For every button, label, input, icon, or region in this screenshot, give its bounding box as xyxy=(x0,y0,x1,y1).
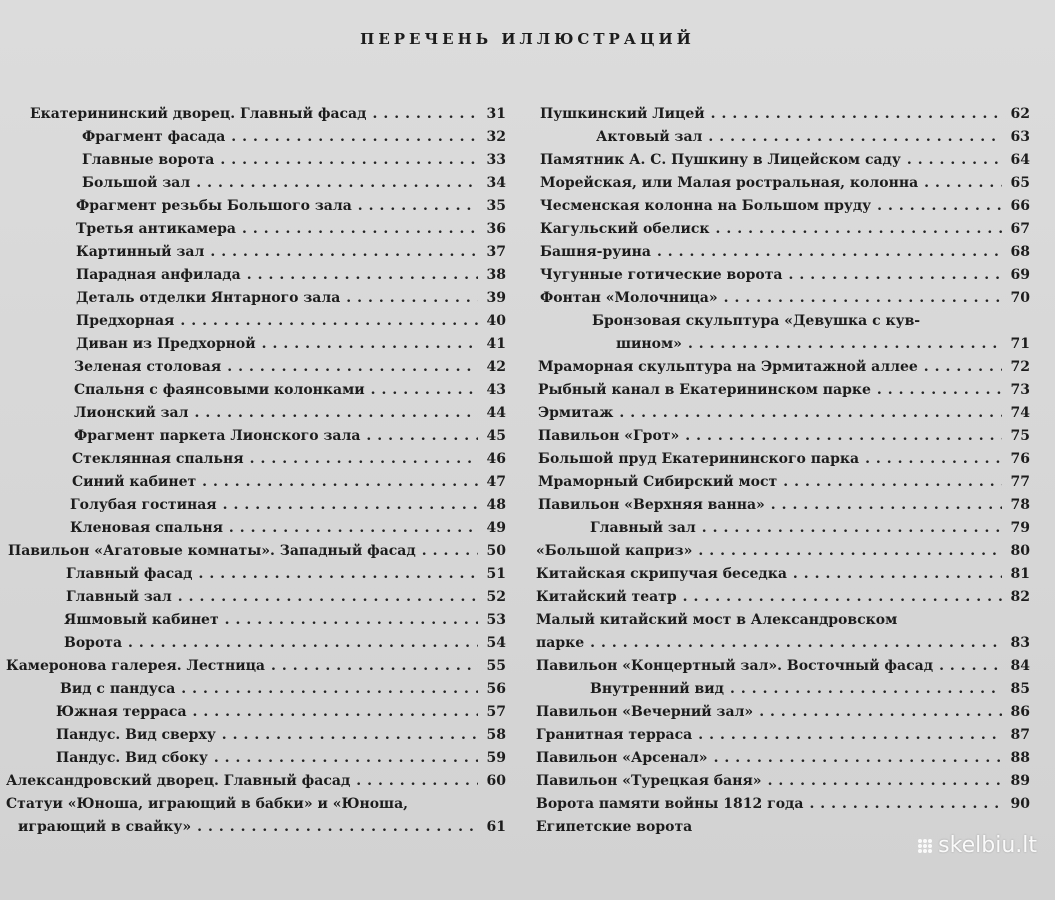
toc-entry xyxy=(536,632,1030,655)
dot-leader xyxy=(229,517,478,540)
dot-leader xyxy=(939,655,1002,678)
toc-entry-page: 70 xyxy=(1010,290,1030,306)
dot-leader xyxy=(214,747,478,770)
toc-entry-page: 50 xyxy=(486,543,506,559)
dot-leader xyxy=(199,563,479,586)
toc-entry xyxy=(6,563,506,586)
toc-entry-page: 35 xyxy=(486,198,506,214)
toc-entry xyxy=(536,655,1030,678)
dot-leader xyxy=(223,494,478,517)
page-title: ПЕРЕЧЕНЬ ИЛЛЮСТРАЦИЙ xyxy=(360,30,695,48)
dot-leader xyxy=(702,517,1002,540)
toc-entry-title: Диван из Предхорной xyxy=(76,336,256,352)
toc-entry-page: 39 xyxy=(486,290,506,306)
dot-leader xyxy=(196,172,478,195)
toc-entry-title: Главные ворота xyxy=(82,152,215,168)
toc-entry-page: 43 xyxy=(486,382,506,398)
toc-entry-title: Синий кабинет xyxy=(72,474,197,490)
toc-entry-title: Гранитная терраса xyxy=(536,727,693,743)
toc-entry-page: 69 xyxy=(1010,267,1030,283)
toc-entry-title: Стеклянная спальня xyxy=(72,451,244,467)
toc-entry xyxy=(6,609,506,632)
toc-entry-page: 82 xyxy=(1010,589,1030,605)
dot-leader xyxy=(768,770,1002,793)
toc-entry-page: 54 xyxy=(486,635,506,651)
toc-entry-page: 51 xyxy=(486,566,506,582)
dot-leader xyxy=(371,379,478,402)
right-column xyxy=(536,103,1030,839)
dot-leader xyxy=(358,195,478,218)
toc-entry-page: 81 xyxy=(1010,566,1030,582)
toc-entry xyxy=(536,770,1030,793)
toc-entry xyxy=(6,747,506,770)
toc-entry xyxy=(6,425,506,448)
toc-entry xyxy=(536,586,1030,609)
dot-leader xyxy=(730,678,1002,701)
toc-entry xyxy=(6,310,506,333)
toc-entry-title: Большой пруд Екатерининского парка xyxy=(538,451,860,467)
toc-entry-title: Павильон «Верхняя ванна» xyxy=(538,497,765,513)
toc-entry-title: Павильон «Арсенал» xyxy=(536,750,708,766)
toc-entry-page: 72 xyxy=(1010,359,1030,375)
dot-leader xyxy=(714,747,1002,770)
toc-entry-title: Екатерининский дворец. Главный фасад xyxy=(30,106,367,122)
toc-entry xyxy=(6,241,506,264)
toc-entry-title: Главный зал xyxy=(590,520,696,536)
toc-entry xyxy=(6,494,506,517)
toc-entry-page: 42 xyxy=(486,359,506,375)
toc-entry-page: 77 xyxy=(1010,474,1030,490)
toc-entry-title: Чесменская колонна на Большом пруду xyxy=(540,198,872,214)
toc-entry-page: 36 xyxy=(486,221,506,237)
dot-leader xyxy=(688,333,1002,356)
toc-entry-title: Главный зал xyxy=(66,589,172,605)
toc-entry xyxy=(6,632,506,655)
toc-entry-title: Камеронова галерея. Лестница xyxy=(6,658,266,674)
toc-entry xyxy=(6,149,506,172)
dot-leader xyxy=(247,264,478,287)
dot-leader xyxy=(262,333,478,356)
dot-leader xyxy=(250,448,478,471)
toc-entry-page: 46 xyxy=(486,451,506,467)
toc-entry xyxy=(536,264,1030,287)
toc-entry xyxy=(536,310,1030,333)
watermark-logo-icon xyxy=(916,837,934,855)
dot-leader xyxy=(619,402,1002,425)
toc-entry-title: Чугунные готические ворота xyxy=(540,267,783,283)
toc-entry-title: Вид с пандуса xyxy=(60,681,176,697)
toc-entry xyxy=(536,494,1030,517)
watermark xyxy=(916,833,1037,858)
toc-entry xyxy=(536,793,1030,816)
toc-entry-title: Большой зал xyxy=(82,175,191,191)
dot-leader xyxy=(222,724,478,747)
toc-entry-title: Китайский театр xyxy=(536,589,677,605)
dot-leader xyxy=(715,218,1002,241)
toc-entry xyxy=(536,356,1030,379)
toc-entry-title: Эрмитаж xyxy=(538,405,614,421)
toc-entry xyxy=(6,402,506,425)
toc-entry xyxy=(536,678,1030,701)
toc-entry-page: 64 xyxy=(1010,152,1030,168)
toc-entry-title: Фрагмент паркета Лионского зала xyxy=(74,428,361,444)
toc-entry xyxy=(6,172,506,195)
toc-entry xyxy=(536,149,1030,172)
toc-entry-title: Голубая гостиная xyxy=(70,497,217,513)
toc-entry xyxy=(6,540,506,563)
toc-entry-title: Яшмовый кабинет xyxy=(64,612,219,628)
toc-entry-title: Пушкинский Лицей xyxy=(540,106,705,122)
toc-entry-title: Мраморный Сибирский мост xyxy=(538,474,778,490)
toc-entry-title: Рыбный канал в Екатерининском парке xyxy=(538,382,871,398)
toc-entry-page: 57 xyxy=(486,704,506,720)
watermark-text: skelbiu.lt xyxy=(938,833,1037,858)
toc-entry-page: 49 xyxy=(486,520,506,536)
toc-entry xyxy=(536,103,1030,126)
toc-entry-page: 65 xyxy=(1010,175,1030,191)
toc-entry xyxy=(536,448,1030,471)
toc-entry-page: 84 xyxy=(1010,658,1030,674)
dot-leader xyxy=(788,264,1002,287)
toc-entry-title: Китайская скрипучая беседка xyxy=(536,566,787,582)
dot-leader xyxy=(685,425,1002,448)
toc-entry-page: 63 xyxy=(1010,129,1030,145)
toc-entry xyxy=(536,747,1030,770)
toc-entry xyxy=(6,678,506,701)
dot-leader xyxy=(181,678,478,701)
toc-entry-page: 89 xyxy=(1010,773,1030,789)
toc-entry-title: Морейская, или Малая ростральная, колонна xyxy=(540,175,919,191)
toc-entry-page: 76 xyxy=(1010,451,1030,467)
toc-entry-title: Третья антикамера xyxy=(76,221,236,237)
toc-entry-title: Пандус. Вид сверху xyxy=(56,727,216,743)
toc-entry-page: 78 xyxy=(1010,497,1030,513)
toc-entry-title: Павильон «Грот» xyxy=(538,428,680,444)
toc-entry xyxy=(536,471,1030,494)
dot-leader xyxy=(683,586,1002,609)
toc-entry xyxy=(6,333,506,356)
toc-entry-page: 87 xyxy=(1010,727,1030,743)
toc-entry-title: Кагульский обелиск xyxy=(540,221,710,237)
toc-entry xyxy=(536,425,1030,448)
dot-leader xyxy=(193,701,478,724)
toc-entry xyxy=(6,517,506,540)
left-column xyxy=(6,103,506,839)
toc-entry xyxy=(6,793,506,816)
toc-entry-title: Лионский зал xyxy=(74,405,189,421)
dot-leader xyxy=(242,218,478,241)
toc-entry-title: Памятник А. С. Пушкину в Лицейском саду xyxy=(540,152,901,168)
toc-entry-title: Спальня с фаянсовыми колонками xyxy=(74,382,365,398)
dot-leader xyxy=(195,402,478,425)
dot-leader xyxy=(372,103,478,126)
toc-entry-title: Мраморная скульптура на Эрмитажной аллее xyxy=(538,359,918,375)
toc-entry xyxy=(6,724,506,747)
toc-entry-title: Бронзовая скульптура «Девушка с кув- xyxy=(592,313,921,329)
dot-leader xyxy=(711,103,1002,126)
toc-entry-page: 34 xyxy=(486,175,506,191)
dot-leader xyxy=(698,724,1002,747)
toc-entry xyxy=(6,655,506,678)
toc-entry xyxy=(6,701,506,724)
dot-leader xyxy=(422,540,478,563)
toc-entry xyxy=(6,103,506,126)
toc-entry-page: 45 xyxy=(486,428,506,444)
toc-entry-page: 32 xyxy=(486,129,506,145)
toc-entry-title: Актовый зал xyxy=(596,129,703,145)
toc-entry-page: 90 xyxy=(1010,796,1030,812)
toc-entry xyxy=(536,517,1030,540)
dot-leader xyxy=(877,195,1002,218)
dot-leader xyxy=(180,310,478,333)
dot-leader xyxy=(877,379,1002,402)
dot-leader xyxy=(197,816,478,839)
dot-leader xyxy=(924,172,1002,195)
dot-leader xyxy=(220,149,478,172)
toc-entry xyxy=(536,563,1030,586)
dot-leader xyxy=(865,448,1002,471)
toc-entry xyxy=(536,172,1030,195)
toc-entry-page: 47 xyxy=(486,474,506,490)
dot-leader xyxy=(128,632,478,655)
toc-entry-title: «Большой каприз» xyxy=(536,543,693,559)
toc-entry xyxy=(536,287,1030,310)
dot-leader xyxy=(907,149,1002,172)
toc-entry xyxy=(6,586,506,609)
toc-entry-title: Фрагмент резьбы Большого зала xyxy=(76,198,352,214)
toc-entry-page: 85 xyxy=(1010,681,1030,697)
dot-leader xyxy=(698,540,1002,563)
toc-entry xyxy=(536,241,1030,264)
toc-entry-page: 53 xyxy=(486,612,506,628)
toc-entry-title: Южная терраса xyxy=(56,704,187,720)
toc-entry-title: Кленовая спальня xyxy=(70,520,223,536)
toc-entry-page: 73 xyxy=(1010,382,1030,398)
toc-entry-title: Малый китайский мост в Александровском xyxy=(536,612,898,628)
toc-entry-page: 60 xyxy=(486,773,506,789)
toc-entry-title: Предхорная xyxy=(76,313,175,329)
dot-leader xyxy=(771,494,1002,517)
toc-entry xyxy=(6,471,506,494)
toc-entry xyxy=(536,701,1030,724)
dot-leader xyxy=(657,241,1002,264)
dot-leader xyxy=(210,241,478,264)
dot-leader xyxy=(271,655,478,678)
toc-entry-title: Пандус. Вид сбоку xyxy=(56,750,208,766)
toc-entry-page: 66 xyxy=(1010,198,1030,214)
toc-entry xyxy=(536,609,1030,632)
dot-leader xyxy=(708,126,1002,149)
toc-entry xyxy=(536,379,1030,402)
toc-entry xyxy=(6,356,506,379)
toc-entry-title: Александровский дворец. Главный фасад xyxy=(6,773,351,789)
toc-entry-title: Египетские ворота xyxy=(536,819,693,835)
toc-entry-page: 38 xyxy=(486,267,506,283)
toc-entry-page: 55 xyxy=(486,658,506,674)
dot-leader xyxy=(759,701,1002,724)
toc-entry-title: Главный фасад xyxy=(66,566,193,582)
dot-leader xyxy=(590,632,1002,655)
toc-entry-page: 75 xyxy=(1010,428,1030,444)
toc-entry-title: Фрагмент фасада xyxy=(82,129,226,145)
dot-leader xyxy=(809,793,1002,816)
toc-entry-page: 48 xyxy=(486,497,506,513)
toc-entry-page: 59 xyxy=(486,750,506,766)
toc-entry-page: 67 xyxy=(1010,221,1030,237)
toc-entry-page: 37 xyxy=(486,244,506,260)
toc-entry-page: 58 xyxy=(486,727,506,743)
dot-leader xyxy=(783,471,1002,494)
toc-entry-title: Ворота памяти войны 1812 года xyxy=(536,796,804,812)
dot-leader xyxy=(793,563,1002,586)
toc-entry-page: 31 xyxy=(486,106,506,122)
dot-leader xyxy=(724,287,1002,310)
toc-entry-page: 79 xyxy=(1010,520,1030,536)
dot-leader xyxy=(225,609,478,632)
toc-entry-page: 52 xyxy=(486,589,506,605)
toc-entry-page: 33 xyxy=(486,152,506,168)
toc-entry-page: 56 xyxy=(486,681,506,697)
toc-entry-title: Деталь отделки Янтарного зала xyxy=(76,290,341,306)
toc-entry xyxy=(6,195,506,218)
toc-entry-page: 86 xyxy=(1010,704,1030,720)
toc-entry-title: играющий в свайку» xyxy=(18,819,192,835)
toc-entry xyxy=(536,218,1030,241)
toc-entry-title: Внутренний вид xyxy=(590,681,724,697)
toc-entry xyxy=(536,402,1030,425)
dot-leader xyxy=(178,586,478,609)
dot-leader xyxy=(231,126,478,149)
toc-entry xyxy=(6,264,506,287)
toc-entry-title: шином» xyxy=(616,336,682,352)
toc-entry-page: 41 xyxy=(486,336,506,352)
toc-entry-title: Парадная анфилада xyxy=(76,267,241,283)
toc-entry xyxy=(536,724,1030,747)
toc-entry-title: Картинный зал xyxy=(76,244,205,260)
toc-entry-title: Павильон «Вечерний зал» xyxy=(536,704,754,720)
toc-entry xyxy=(6,218,506,241)
toc-entry xyxy=(536,333,1030,356)
dot-leader xyxy=(346,287,478,310)
toc-entry-page: 88 xyxy=(1010,750,1030,766)
toc-entry-page: 71 xyxy=(1010,336,1030,352)
toc-entry-title: Павильон «Турецкая баня» xyxy=(536,773,762,789)
toc-entry-title: Фонтан «Молочница» xyxy=(540,290,718,306)
toc-entry-page: 68 xyxy=(1010,244,1030,260)
toc-entry xyxy=(6,770,506,793)
toc-entry xyxy=(536,126,1030,149)
toc-entry-page: 62 xyxy=(1010,106,1030,122)
toc-entry-title: Статуи «Юноша, играющий в бабки» и «Юноша, xyxy=(6,796,409,812)
toc-entry-page: 44 xyxy=(486,405,506,421)
dot-leader xyxy=(227,356,478,379)
toc-entry xyxy=(536,540,1030,563)
toc-entry-title: Павильон «Агатовые комнаты». Западный фасад xyxy=(8,543,416,559)
toc-entry-page: 74 xyxy=(1010,405,1030,421)
toc-entry-title: Башня-руина xyxy=(540,244,651,260)
toc-entry-page: 80 xyxy=(1010,543,1030,559)
toc-entry xyxy=(6,126,506,149)
toc-entry xyxy=(6,448,506,471)
toc-entry xyxy=(6,816,506,839)
toc-entry-page: 61 xyxy=(486,819,506,835)
dot-leader xyxy=(366,425,478,448)
toc-entry xyxy=(6,287,506,310)
dot-leader xyxy=(924,356,1002,379)
toc-entry-page: 40 xyxy=(486,313,506,329)
toc-entry xyxy=(536,195,1030,218)
toc-entry-title: парке xyxy=(536,635,585,651)
toc-entry-title: Зеленая столовая xyxy=(74,359,222,375)
toc-entry-title: Павильон «Концертный зал». Восточный фасад xyxy=(536,658,934,674)
toc-entry-page: 83 xyxy=(1010,635,1030,651)
toc-entry xyxy=(6,379,506,402)
toc-entry-title: Ворота xyxy=(64,635,123,651)
dot-leader xyxy=(202,471,478,494)
dot-leader xyxy=(356,770,478,793)
